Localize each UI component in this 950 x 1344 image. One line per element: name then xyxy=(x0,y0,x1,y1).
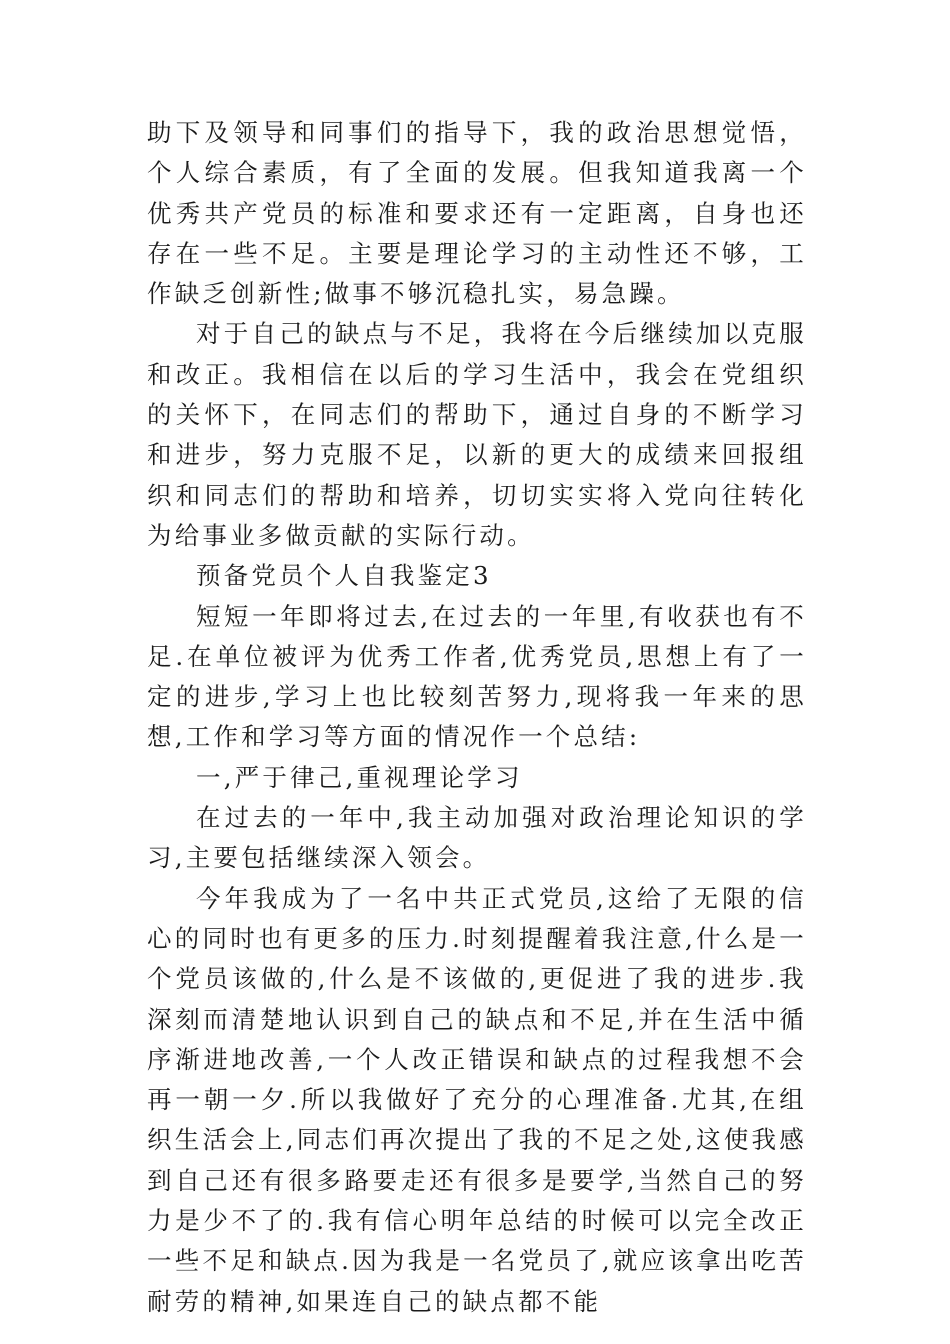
section-title: 预备党员个人自我鉴定3 xyxy=(196,561,492,591)
paragraph-party-member: 今年我成为了一名中共正式党员,这给了无限的信心的同时也有更多的压力.时刻提醒着我注意,什么是一个党员该做的,什么是不该做的,更促进了我的进步.我深刻而清楚地认识到自己的缺点和不足,并在生活中循序渐进地改善,一个人改正错误和缺点的过程我想不会再一朝一夕.所以我做好了充分的心理准备.尤其,在组织生活会上,同志们再次提出了我的不足之处,这使我感到自己还有很多路要走还有很多是要学,当然自己的努力是少不了的.我有信心明年总结的时候可以完全改正一些不足和缺点.因为我是一名党员了,就应该拿出吃苦耐劳的精神,如果连自己的缺点都不能 xyxy=(147,883,807,1316)
document-page xyxy=(147,113,807,1322)
subsection-title: 一,严于律己,重视理论学习 xyxy=(196,762,523,792)
paragraph-theory-study: 在过去的一年中,我主动加强对政治理论知识的学习,主要包括继续深入领会。 xyxy=(147,803,807,873)
paragraph-continuation: 助下及领导和同事们的指导下，我的政治思想觉悟，个人综合素质，有了全面的发展。但我知道我离一个优秀共产党员的标准和要求还有一定距离，自身也还存在一些不足。主要是理论学习的主动性还不够，工作缺乏创新性;做事不够沉稳扎实，易急躁。 xyxy=(147,118,807,309)
paragraph-self-improvement: 对于自己的缺点与不足，我将在今后继续加以克服和改正。我相信在以后的学习生活中，我会在党组织的关怀下，在同志们的帮助下，通过自身的不断学习和进步，努力克服不足，以新的更大的成绩来回报组织和同志们的帮助和培养，切切实实将入党向往转化为给事业多做贡献的实际行动。 xyxy=(147,319,807,550)
paragraph-year-summary: 短短一年即将过去,在过去的一年里,有收获也有不足.在单位被评为优秀工作者,优秀党员,思想上有了一定的进步,学习上也比较刻苦努力,现将我一年来的思想,工作和学习等方面的情况作一个总结: xyxy=(147,601,807,752)
